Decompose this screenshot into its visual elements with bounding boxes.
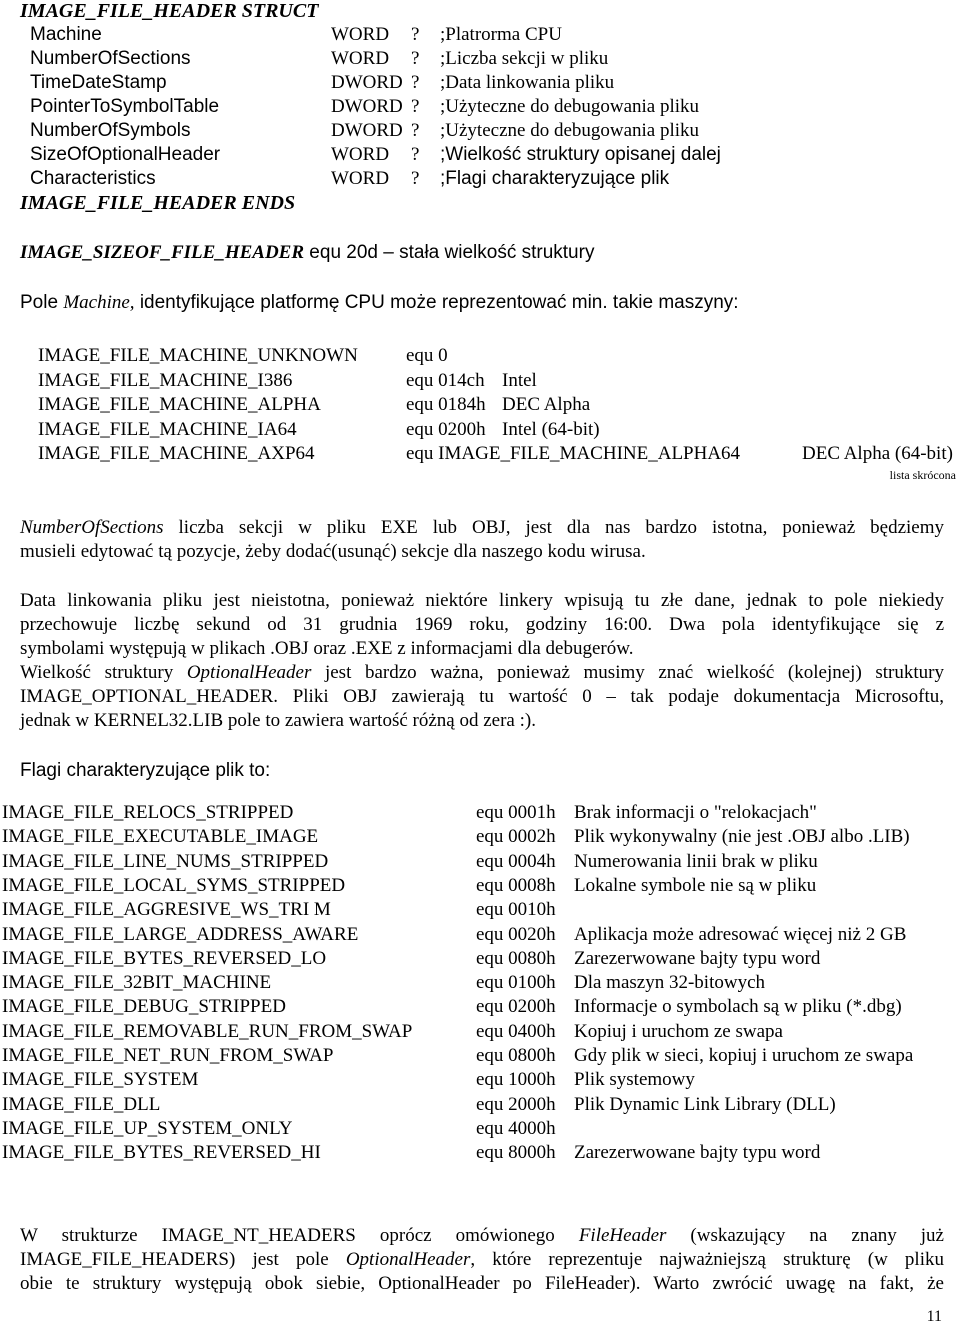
date-line3: symbolami występują w plikach .OBJ oraz .EXE z informacjami dla debugerów. (20, 638, 634, 659)
flag-row (0, 802, 960, 826)
machine-value: equ 0184h (406, 394, 486, 415)
flag-row (0, 1021, 960, 1045)
field-type: DWORD (331, 120, 403, 141)
field-name: TimeDateStamp (30, 72, 167, 93)
machine-name: IMAGE_FILE_MACHINE_I386 (38, 369, 293, 391)
sections-italic: NumberOfSections (20, 517, 164, 538)
field-question: ? (411, 72, 420, 93)
sizeof-line (20, 242, 594, 264)
list-note: lista skrócona (889, 468, 956, 482)
field-type: WORD (331, 48, 390, 69)
machine-row (0, 419, 960, 443)
field-question: ? (411, 48, 420, 69)
date-line2: przechowuje liczbę sekund od 31 grudnia 1969 roku, godziny 16:00. Dwa pola identyfikujące się z (20, 614, 944, 635)
field-question: ? (411, 120, 420, 141)
flag-value: equ 0001h (476, 802, 556, 823)
flag-value: equ 0800h (476, 1045, 556, 1066)
struct-field-row (0, 120, 960, 144)
flag-row (0, 1142, 960, 1166)
flag-name: IMAGE_FILE_AGGRESIVE_WS_TRI M (2, 899, 331, 921)
flag-value: equ 0400h (476, 1020, 556, 1042)
machine-row (0, 394, 960, 418)
machine-desc: Intel (502, 369, 537, 391)
field-question: ? (411, 168, 420, 189)
flag-row (0, 1045, 960, 1069)
flag-name: IMAGE_FILE_EXECUTABLE_IMAGE (2, 826, 319, 848)
machine-row (0, 443, 960, 467)
struct-field-row (0, 24, 960, 48)
flag-row (0, 996, 960, 1020)
flag-desc: Numerowania linii brak w pliku (574, 850, 818, 872)
flag-name: IMAGE_FILE_BYTES_REVERSED_LO (2, 947, 327, 969)
flag-name: IMAGE_FILE_LINE_NUMS_STRIPPED (2, 850, 329, 872)
field-type: WORD (331, 24, 390, 45)
date-paragraph (20, 589, 944, 733)
flag-value: equ 4000h (476, 1117, 556, 1139)
flag-row (0, 924, 960, 948)
nt-line2-italic: OptionalHeader (345, 1249, 471, 1270)
nt-line2-post: , które reprezentuje najważniejszą strukturę (w pliku (470, 1249, 944, 1270)
flag-row (0, 1094, 960, 1118)
field-name: Characteristics (30, 168, 156, 189)
field-comment: ;Użyteczne do debugowania pliku (440, 96, 700, 117)
field-name: NumberOfSections (30, 48, 191, 69)
field-comment: ;Liczba sekcji w pliku (440, 48, 609, 69)
flag-row (0, 875, 960, 899)
size-line1-italic: OptionalHeader (186, 662, 312, 683)
flag-name: IMAGE_FILE_DEBUG_STRIPPED (2, 996, 286, 1018)
page-number: 11 (926, 1308, 942, 1325)
flag-value: equ 8000h (476, 1142, 556, 1164)
flag-name: IMAGE_FILE_NET_RUN_FROM_SWAP (2, 1045, 334, 1066)
machine-row (0, 370, 960, 394)
machine-intro (20, 292, 739, 314)
field-comment: ;Data linkowania pliku (440, 72, 615, 93)
flag-name: IMAGE_FILE_LARGE_ADDRESS_AWARE (2, 923, 359, 945)
machine-intro-italic: Machine, (63, 292, 135, 313)
machine-name: IMAGE_FILE_MACHINE_UNKNOWN (38, 345, 358, 366)
machine-name: IMAGE_FILE_MACHINE_ALPHA (38, 394, 321, 415)
flag-name: IMAGE_FILE_RELOCS_STRIPPED (2, 802, 294, 823)
size-line2: IMAGE_OPTIONAL_HEADER. Pliki OBJ zawierają tu wartość 0 – tak podaje dokumentacja Microsoftu, (20, 686, 944, 707)
field-question: ? (411, 24, 420, 45)
field-name: Machine (30, 24, 102, 45)
flag-value: equ 0002h (476, 826, 556, 848)
flag-desc: Kopiuj i uruchom ze swapa (574, 1020, 783, 1042)
machine-row (0, 345, 960, 369)
flag-desc: Lokalne symbole nie są w pliku (574, 874, 817, 896)
flags-intro: Flagi charakteryzujące plik to: (20, 760, 271, 781)
size-line1-post: jest bardzo ważna, ponieważ musimy znać wielkość (kolejnej) struktury (311, 662, 944, 683)
flag-row (0, 1069, 960, 1093)
struct-field-row (0, 144, 960, 168)
struct-field-row (0, 96, 960, 120)
sections-paragraph (20, 516, 944, 564)
flag-name: IMAGE_FILE_UP_SYSTEM_ONLY (2, 1117, 293, 1139)
nt-line3: obie te struktury występują obok siebie, OptionalHeader po FileHeader). Warto zwrócić uwagę na fakt, że (20, 1273, 944, 1294)
nt-paragraph (20, 1224, 944, 1296)
flag-desc: Informacje o symbolach są w pliku (*.dbg) (574, 996, 902, 1018)
flag-row (0, 948, 960, 972)
struct-header: IMAGE_FILE_HEADER STRUCT (20, 0, 319, 22)
machine-intro-post: identyfikujące platformę CPU może reprezentować min. takie maszyny: (134, 292, 739, 313)
flag-value: equ 1000h (476, 1069, 556, 1091)
flag-value: equ 0200h (476, 996, 556, 1018)
flag-row (0, 851, 960, 875)
flag-desc: Plik Dynamic Link Library (DLL) (574, 1093, 836, 1115)
flag-row (0, 899, 960, 923)
flag-desc: Zarezerwowane bajty typu word (574, 947, 821, 969)
struct-field-row (0, 48, 960, 72)
flag-name: IMAGE_FILE_32BIT_MACHINE (2, 972, 272, 994)
flag-row (0, 1118, 960, 1142)
field-type: WORD (331, 168, 390, 189)
sections-line1: liczba sekcji w pliku EXE lub OBJ, jest dla nas bardzo istotna, ponieważ będziemy (163, 517, 944, 538)
machine-name: IMAGE_FILE_MACHINE_AXP64 (38, 443, 315, 464)
machine-desc: Intel (64-bit) (502, 418, 600, 440)
machine-value: equ 0200h (406, 418, 486, 440)
machine-desc: DEC Alpha (64-bit) (802, 443, 953, 464)
sections-line2: musieli edytować tą pozycje, żeby dodać(usunąć) sekcje dla naszego kodu wirusa. (20, 541, 646, 562)
flag-value: equ 0080h (476, 947, 556, 969)
flag-value: equ 0010h (476, 899, 556, 921)
field-name: NumberOfSymbols (30, 120, 191, 141)
field-comment: ;Platrorma CPU (440, 24, 562, 45)
field-type: DWORD (331, 96, 403, 117)
field-comment: ;Flagi charakteryzujące plik (440, 168, 670, 189)
struct-footer: IMAGE_FILE_HEADER ENDS (20, 192, 296, 214)
date-line1: Data linkowania pliku jest nieistotna, ponieważ niektóre linkery wpisują tu złe dane, jednak to pole niekiedy (20, 590, 944, 611)
flag-desc: Dla maszyn 32-bitowych (574, 972, 766, 994)
size-line1-pre: Wielkość struktury (20, 662, 187, 683)
flag-row (0, 972, 960, 996)
flag-desc: Brak informacji o "relokacjach" (574, 802, 817, 823)
size-line3: jednak w KERNEL32.LIB pole to zawiera wartość różną od zera :). (20, 710, 536, 731)
flag-name: IMAGE_FILE_LOCAL_SYMS_STRIPPED (2, 874, 346, 896)
flag-desc: Gdy plik w sieci, kopiuj i uruchom ze swapa (574, 1045, 914, 1066)
nt-line1-pre: W strukturze IMAGE_NT_HEADERS oprócz omówionego (20, 1225, 579, 1246)
field-question: ? (411, 144, 420, 165)
field-type: WORD (331, 144, 390, 165)
machine-value: equ IMAGE_FILE_MACHINE_ALPHA64 (406, 443, 741, 464)
struct-field-row (0, 72, 960, 96)
machine-value: equ 0 (406, 345, 448, 366)
flag-row (0, 826, 960, 850)
sizeof-name: IMAGE_SIZEOF_FILE_HEADER (20, 242, 305, 263)
flag-value: equ 0100h (476, 972, 556, 994)
field-question: ? (411, 96, 420, 117)
flag-name: IMAGE_FILE_SYSTEM (2, 1069, 199, 1091)
flag-name: IMAGE_FILE_REMOVABLE_RUN_FROM_SWAP (2, 1020, 413, 1042)
flag-value: equ 2000h (476, 1093, 556, 1115)
struct-field-row (0, 168, 960, 192)
field-comment: ;Użyteczne do debugowania pliku (440, 120, 700, 141)
machine-name: IMAGE_FILE_MACHINE_IA64 (38, 418, 297, 440)
sizeof-rest: equ 20d – stała wielkość struktury (304, 242, 595, 263)
machine-intro-pre: Pole (20, 292, 64, 313)
nt-line1-post: (wskazujący na znany już (666, 1225, 944, 1246)
flag-value: equ 0008h (476, 874, 556, 896)
machine-value: equ 014ch (406, 369, 485, 391)
flag-desc: Plik systemowy (574, 1069, 695, 1091)
nt-line1-italic: FileHeader (578, 1225, 667, 1246)
flag-desc: Zarezerwowane bajty typu word (574, 1142, 821, 1164)
field-name: SizeOfOptionalHeader (30, 144, 221, 165)
flag-desc: Aplikacja może adresować więcej niż 2 GB (574, 923, 907, 945)
flag-name: IMAGE_FILE_BYTES_REVERSED_HI (2, 1142, 321, 1164)
field-name: PointerToSymbolTable (30, 96, 220, 117)
flag-value: equ 0004h (476, 850, 556, 872)
flag-desc: Plik wykonywalny (nie jest .OBJ albo .LIB) (574, 826, 910, 848)
machine-desc: DEC Alpha (502, 394, 591, 415)
field-comment: ;Wielkość struktury opisanej dalej (440, 144, 721, 165)
nt-line2-pre: IMAGE_FILE_HEADERS) jest pole (20, 1249, 346, 1270)
flag-value: equ 0020h (476, 923, 556, 945)
field-type: DWORD (331, 72, 403, 93)
flag-name: IMAGE_FILE_DLL (2, 1093, 161, 1115)
